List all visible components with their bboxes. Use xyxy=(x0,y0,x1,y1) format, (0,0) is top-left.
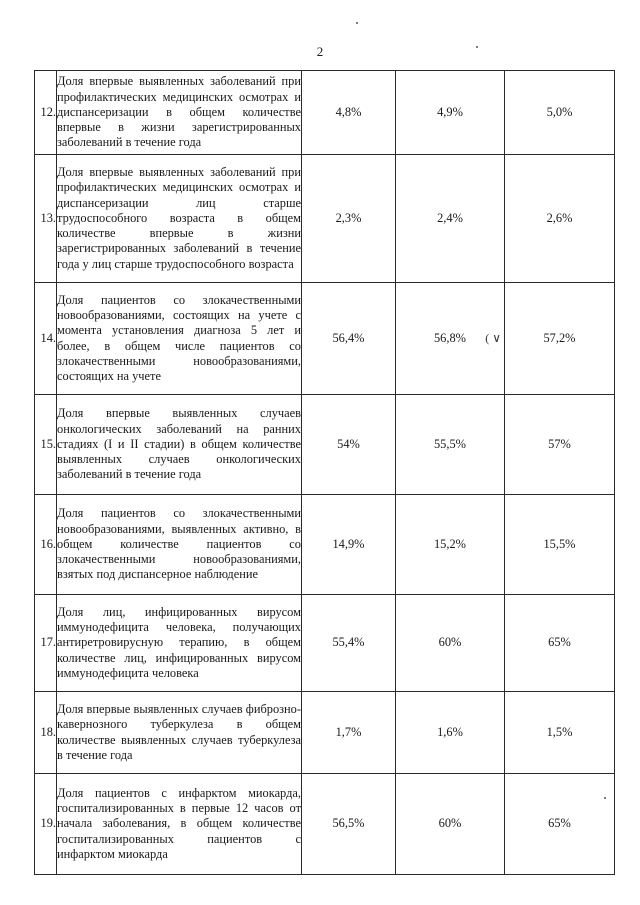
indicator-description: Доля пациентов с инфарктом миокарда, госпитализированных в первые 12 часов от начала заболевания, в общем количестве госпитализированных пациентов с инфарктом миокарда xyxy=(57,774,302,875)
value-cell: 55,5% xyxy=(396,395,505,495)
indicator-description: Доля впервые выявленных заболеваний при профилактических медицинских осмотрах и диспансеризации в общем количестве впервые в жизни зарегистрированных заболеваний в течение года xyxy=(57,71,302,155)
scan-speck xyxy=(476,46,478,48)
value-cell: 1,7% xyxy=(302,692,396,774)
value-cell xyxy=(396,283,505,395)
row-number: 12. xyxy=(35,71,57,155)
value-cell: 56,4% xyxy=(302,283,396,395)
value-cell: 55,4% xyxy=(302,595,396,692)
value-cell: 65% xyxy=(505,774,615,875)
indicator-description: Доля впервые выявленных заболеваний при профилактических медицинских осмотрах и диспансеризации лиц старше трудоспособного возраста в общем количестве впервые в жизни зарегистрированных заболеваний в течение года у лиц старше трудоспособного возраста xyxy=(57,155,302,283)
indicators-table xyxy=(34,70,615,875)
row-number: 14. xyxy=(35,283,57,395)
value-cell: 15,5% xyxy=(505,495,615,595)
row-number: 15. xyxy=(35,395,57,495)
value-text: 56,8% xyxy=(433,330,466,345)
row-number: 18. xyxy=(35,692,57,774)
indicator-description: Доля впервые выявленных случаев фиброзно-кавернозного туберкулеза в общем количестве выявленных случаев туберкулеза в течение года xyxy=(57,692,302,774)
indicator-description: Доля пациентов со злокачественными новообразованиями, состоящих на учете с момента установления диагноза 5 лет и более, в общем числе пациентов со злокачественными новообразованиями, состоящих на учете xyxy=(57,283,302,395)
table-row xyxy=(35,155,615,283)
value-cell: 60% xyxy=(396,774,505,875)
handwritten-mark: ( ∨ xyxy=(485,330,501,345)
table-row xyxy=(35,71,615,155)
table-row xyxy=(35,283,615,395)
value-cell: 57,2% xyxy=(505,283,615,395)
value-cell: 2,6% xyxy=(505,155,615,283)
value-cell: 57% xyxy=(505,395,615,495)
indicator-description: Доля пациентов со злокачественными новообразованиями, выявленных активно, в общем количестве пациентов со злокачественными новообразованиями, взятых под диспансерное наблюдение xyxy=(57,495,302,595)
value-cell: 14,9% xyxy=(302,495,396,595)
table-row xyxy=(35,595,615,692)
indicator-description: Доля впервые выявленных случаев онкологических заболеваний на ранних стадиях (I и II стадии) в общем количестве выявленных случаев онкологических заболеваний в течение года xyxy=(57,395,302,495)
value-cell: 4,8% xyxy=(302,71,396,155)
scan-speck xyxy=(356,22,358,24)
page-number: 2 xyxy=(316,44,324,59)
table-row xyxy=(35,395,615,495)
row-number: 17. xyxy=(35,595,57,692)
value-cell: 65% xyxy=(505,595,615,692)
table-row xyxy=(35,495,615,595)
value-cell: 5,0% xyxy=(505,71,615,155)
value-cell: 54% xyxy=(302,395,396,495)
table-row xyxy=(35,692,615,774)
row-number: 16. xyxy=(35,495,57,595)
value-cell: 4,9% xyxy=(396,71,505,155)
indicator-description: Доля лиц, инфицированных вирусом иммунодефицита человека, получающих антиретровирусную терапию, в общем количестве лиц, инфицированных вирусом иммунодефицита человека xyxy=(57,595,302,692)
row-number: 19. xyxy=(35,774,57,875)
value-cell: 15,2% xyxy=(396,495,505,595)
value-cell: 1,6% xyxy=(396,692,505,774)
value-cell: 2,4% xyxy=(396,155,505,283)
value-cell: 1,5% xyxy=(505,692,615,774)
value-cell: 60% xyxy=(396,595,505,692)
value-cell: 2,3% xyxy=(302,155,396,283)
row-number: 13. xyxy=(35,155,57,283)
table-row xyxy=(35,774,615,875)
value-cell: 56,5% xyxy=(302,774,396,875)
